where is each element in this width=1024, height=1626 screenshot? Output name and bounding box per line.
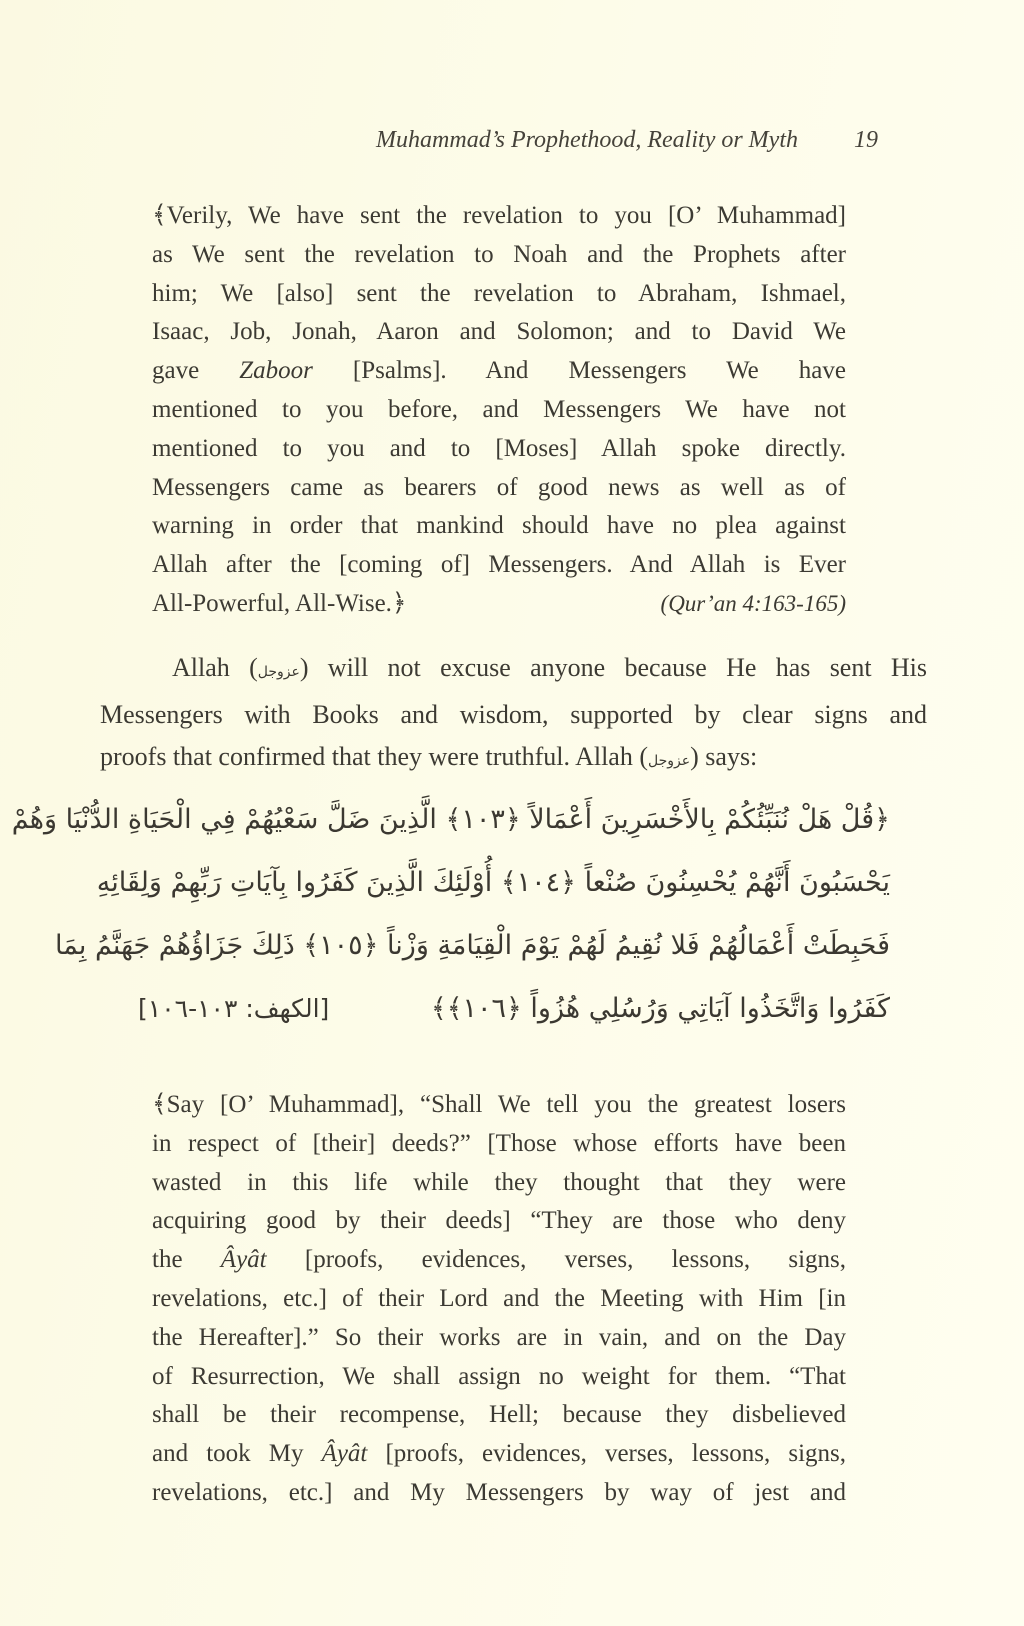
quran-reference-1: (Qur’an 4:163-165) — [660, 590, 846, 616]
surah-reference: [الكهف: ١٠٣-١٠٦] — [138, 994, 330, 1023]
quran-translation-quote-1 — [152, 197, 846, 624]
quote-line: of Resurrection, We shall assign no weight for them. “That — [152, 1362, 846, 1390]
quote-line: mentioned to you and to [Moses] Allah spoke directly. — [152, 434, 846, 462]
quote-line: revelations, etc.] and My Messengers by way of jest and — [152, 1478, 846, 1506]
running-header-title: Muhammad’s Prophethood, Reality or Myth — [376, 127, 798, 153]
quote-line: ﴾Say [O’ Muhammad], “Shall We tell you the greatest losers — [152, 1091, 846, 1118]
page-header — [0, 127, 878, 154]
quote-line: gave Zaboor [Psalms]. And Messengers We have — [152, 357, 846, 385]
arabic-verse-closing: كَفَرُوا وَاتَّخَذُوا آيَاتِي وَرُسُلِي هُزُواً ﴿١٠٦﴾﴾ — [430, 993, 890, 1024]
quote-last-line — [152, 585, 846, 624]
quote-line: him; We [also] sent the revelation to Abraham, Ishmael, — [152, 279, 846, 307]
quran-translation-quote-2 — [152, 1086, 846, 1513]
body-paragraph — [100, 647, 927, 783]
paragraph-line: proofs that confirmed that they were truthful. Allah (عزوجل) says: — [100, 742, 758, 771]
quote-line: mentioned to you before, and Messengers We have not — [152, 395, 846, 423]
arabic-verse-line: فَحَبِطَتْ أَعْمَالُهُمْ فَلا نُقِيمُ لَهُمْ يَوْمَ الْقِيَامَةِ وَزْناً ﴿١٠٥﴾ ذَلِكَ جَزَاؤُهُمْ جَهَنَّمُ بِمَا — [55, 930, 890, 961]
quote-line: warning in order that mankind should have no plea against — [152, 512, 846, 540]
paragraph-line: Allah (عزوجل) will not excuse anyone because He has sent His — [172, 653, 928, 682]
quote-line: and took My Âyât [proofs, evidences, verses, lessons, signs, — [152, 1440, 846, 1468]
quote-line: shall be their recompense, Hell; because they disbelieved — [152, 1401, 846, 1429]
quote-lines — [152, 197, 846, 585]
quote-closing-text: All-Powerful, All-Wise.﴿ — [152, 589, 407, 617]
honorific-symbol: عزوجل — [648, 753, 691, 769]
arabic-last-line — [138, 977, 890, 1040]
quote-line: the Âyât [proofs, evidences, verses, lessons, signs, — [152, 1246, 846, 1274]
arabic-verse-lines — [11, 788, 890, 977]
paragraph-line: Messengers with Books and wisdom, supported by clear signs and — [100, 699, 927, 729]
page-number: 19 — [854, 127, 878, 153]
arabic-verse-line: ﴿قُلْ هَلْ نُنَبِّئُكُمْ بِالأَخْسَرِينَ أَعْمَالاً ﴿١٠٣﴾ الَّذِينَ ضَلَّ سَعْيُهُمْ فِي الْحَيَاةِ الدُّنْيَا وَهُمْ — [11, 804, 890, 835]
arabic-verse-line: يَحْسَبُونَ أَنَّهُمْ يُحْسِنُونَ صُنْعاً ﴿١٠٤﴾ أُوْلَئِكَ الَّذِينَ كَفَرُوا بِآيَاتِ رَبِّهِمْ وَلِقَائِهِ — [96, 867, 890, 898]
quote-line: ﴾Verily, We have sent the revelation to you [O’ Muhammad] — [152, 202, 846, 229]
quote-line: revelations, etc.] of their Lord and the Meeting with Him [in — [152, 1284, 846, 1312]
quote-line: Allah after the [coming of] Messengers. And Allah is Ever — [152, 551, 846, 579]
quote-line: acquiring good by their deeds] “They are those who deny — [152, 1207, 846, 1235]
quote-line: as We sent the revelation to Noah and the Prophets after — [152, 240, 846, 268]
quote-line: Messengers came as bearers of good news as well as of — [152, 473, 846, 501]
quote-line: wasted in this life while they thought that they were — [152, 1168, 846, 1196]
quote-line: in respect of [their] deeds?” [Those whose efforts have been — [152, 1129, 846, 1157]
arabic-verse-block — [11, 788, 890, 1040]
honorific-symbol: عزوجل — [257, 664, 300, 680]
quote-line: Isaac, Job, Jonah, Aaron and Solomon; and to David We — [152, 318, 846, 346]
quote-line: the Hereafter].” So their works are in vain, and on the Day — [152, 1323, 846, 1351]
